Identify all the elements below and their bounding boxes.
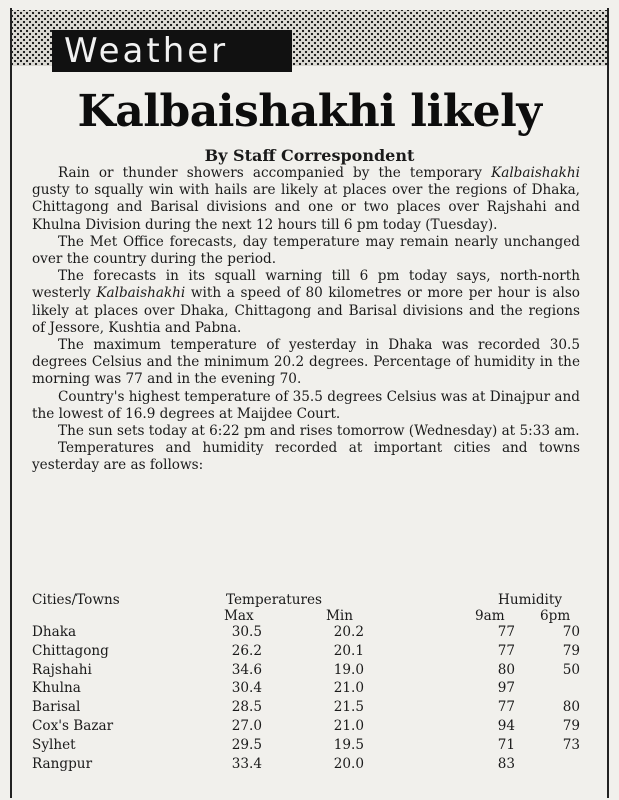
paragraph-text: The forecasts in its squall warning till 6 pm today says, north-north westerly (32, 268, 580, 302)
table-header-row-1 (32, 592, 580, 608)
humidity-9am-cell: 80 (497, 661, 515, 678)
city-cell: Rangpur (32, 755, 93, 772)
paragraph-text: gusty to squally win with hails are likely at places over the regions of Dhaka, Chittagong and Barisal divisions and one or two places over Rajshahi and Khulna Division during the next 12 hours till 6 pm today (Tuesday). (32, 182, 580, 233)
humidity-6pm-cell: 70 (562, 624, 580, 640)
header-max: Max (224, 608, 254, 624)
max-cell: 34.6 (231, 661, 262, 678)
table-body (32, 624, 580, 774)
max-cell: 33.4 (231, 755, 262, 772)
section-title: Weather (52, 30, 292, 72)
humidity-6pm-cell: 50 (562, 661, 580, 678)
city-cell: Sylhet (32, 736, 76, 753)
humidity-9am-cell: 94 (497, 717, 515, 734)
min-cell: 20.0 (333, 755, 364, 772)
table-row (32, 624, 580, 643)
max-cell: 27.0 (231, 717, 262, 734)
min-cell: 19.0 (333, 661, 364, 678)
paragraph-emphasis: Kalbaishakhi (96, 285, 186, 302)
humidity-9am-cell: 83 (497, 755, 515, 772)
min-cell: 21.0 (333, 717, 364, 734)
table-row (32, 718, 580, 737)
header-humidity: Humidity (498, 592, 563, 608)
weather-table (32, 592, 580, 774)
paragraph-text: with a speed of 80 kilometres or more per hour is also likely at places over Dhaka, Chittagong and Barisal divisions and the regions of Jessore, Kushtia and Pabna. (32, 285, 580, 336)
header-temperatures: Temperatures (226, 592, 323, 608)
city-cell: Chittagong (32, 642, 109, 659)
table-header-row-2 (32, 608, 580, 624)
paragraph-text: Temperatures and humidity recorded at important cities and towns yesterday are as follows: (32, 440, 580, 474)
headline: Kalbaishakhi likely (77, 86, 542, 137)
paragraph-text: Rain or thunder showers accompanied by the temporary (58, 165, 492, 181)
min-cell: 20.1 (333, 642, 364, 659)
header-6pm: 6pm (540, 608, 571, 624)
header-min: Min (326, 608, 354, 624)
header-cities: Cities/Towns (32, 592, 120, 608)
paragraph (32, 268, 580, 337)
city-cell: Barisal (32, 699, 81, 716)
paragraph-text: Country's highest temperature of 35.5 degrees Celsius was at Dinajpur and the lowest of 16.9 degrees at Maijdee Court. (32, 388, 580, 422)
table-row (32, 737, 580, 756)
humidity-9am-cell: 77 (497, 624, 515, 640)
paragraph (32, 440, 580, 474)
max-cell: 26.2 (231, 642, 262, 659)
max-cell: 30.5 (231, 624, 262, 640)
city-cell: Dhaka (32, 624, 77, 640)
city-cell: Khulna (32, 680, 81, 697)
byline: By Staff Correspondent (204, 146, 415, 165)
city-cell: Rajshahi (32, 661, 92, 678)
article-body (32, 165, 580, 475)
table-row (32, 680, 580, 699)
humidity-6pm-cell: 73 (562, 736, 580, 753)
table-row (32, 662, 580, 681)
humidity-9am-cell: 97 (497, 680, 515, 697)
humidity-9am-cell: 77 (497, 642, 515, 659)
min-cell: 21.0 (333, 680, 364, 697)
table-row (32, 699, 580, 718)
paragraph (32, 337, 580, 389)
min-cell: 21.5 (333, 699, 364, 716)
table-row (32, 756, 580, 775)
humidity-9am-cell: 71 (497, 736, 515, 753)
paragraph (32, 389, 580, 423)
paragraph-text: The sun sets today at 6:22 pm and rises tomorrow (Wednesday) at 5:33 am. (58, 423, 580, 440)
paragraph (32, 165, 580, 234)
section-banner (12, 10, 607, 71)
table-row (32, 643, 580, 662)
min-cell: 19.5 (333, 736, 364, 753)
humidity-6pm-cell: 80 (562, 699, 580, 716)
min-cell: 20.2 (333, 624, 364, 640)
max-cell: 30.4 (231, 680, 262, 697)
max-cell: 29.5 (231, 736, 262, 753)
paragraph-emphasis: Kalbaishakhi (491, 165, 580, 181)
humidity-9am-cell: 77 (497, 699, 515, 716)
paragraph-text: The maximum temperature of yesterday in Dhaka was recorded 30.5 degrees Celsius and the minimum 20.2 degrees. Percentage of humidity in the morning was 77 and in the evening 70. (32, 337, 580, 388)
paragraph (32, 234, 580, 268)
header-9am: 9am (475, 608, 505, 624)
city-cell: Cox's Bazar (32, 717, 114, 734)
paragraph (32, 423, 580, 440)
humidity-6pm-cell: 79 (562, 717, 580, 734)
paragraph-text: The Met Office forecasts, day temperature may remain nearly unchanged over the country during the period. (32, 233, 580, 268)
max-cell: 28.5 (231, 699, 262, 716)
humidity-6pm-cell: 79 (562, 642, 580, 659)
